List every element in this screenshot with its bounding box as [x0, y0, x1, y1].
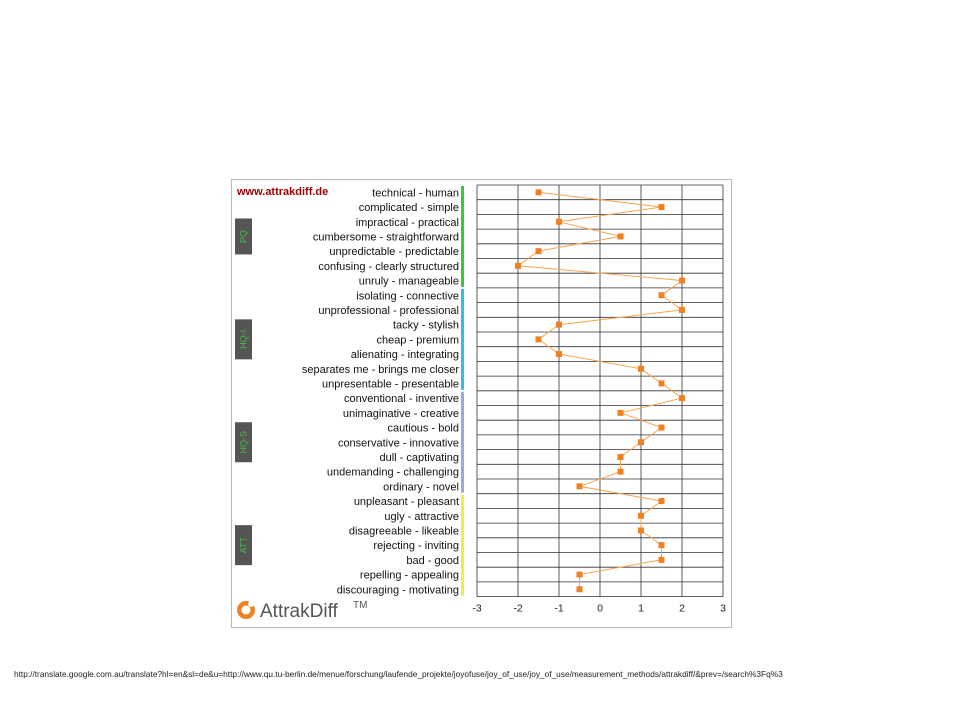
x-tick-labels — [472, 603, 726, 615]
group-bar-hq-i — [461, 289, 464, 390]
group-label-hq-s: HQ-S — [238, 431, 249, 454]
data-point — [659, 498, 665, 504]
item-label: cautious - bold — [387, 422, 459, 435]
data-point — [659, 204, 665, 210]
data-point — [659, 557, 665, 563]
data-point — [638, 513, 644, 519]
item-label: conventional - inventive — [344, 393, 459, 406]
item-label: disagreeable - likeable — [348, 525, 459, 538]
x-tick-label: 0 — [597, 602, 603, 615]
data-point — [618, 469, 624, 475]
item-label: complicated - simple — [358, 202, 459, 215]
x-tick-label: 3 — [720, 602, 726, 615]
attrakdiff-logo — [237, 600, 367, 622]
data-point — [618, 454, 624, 460]
item-label: undemanding - challenging — [326, 466, 459, 479]
group-label-hq-i: HQ-I — [238, 329, 249, 349]
data-point — [659, 542, 665, 548]
item-label: alienating - integrating — [350, 349, 459, 362]
group-label-att: ATT — [238, 536, 249, 554]
item-label: separates me - brings me closer — [301, 363, 459, 376]
data-point — [536, 248, 542, 254]
item-label: cumbersome - straightforward — [312, 231, 459, 244]
item-label: technical - human — [372, 187, 459, 200]
item-label: repelling - appealing — [359, 569, 459, 582]
data-point — [556, 351, 562, 357]
logo-icon — [237, 601, 255, 619]
x-tick-label: -1 — [554, 602, 564, 615]
source-url: http://translate.google.com.au/translate?hl=en&sl=de&u=http://www.qu.tu-berlin.de/menue/forschung/laufende_projekte/joyofuse/joy_of_use/joy_of_use/measurement_methods/attrakdiff/&prev=/search%3Fq%3 — [14, 669, 783, 679]
data-point — [638, 527, 644, 533]
logo-text: AttrakDiff — [260, 601, 338, 622]
data-point — [556, 219, 562, 225]
group-bar-pq — [461, 186, 464, 287]
x-tick-label: -3 — [472, 602, 482, 615]
item-label: unpredictable - predictable — [329, 246, 459, 259]
grid — [477, 185, 723, 597]
item-labels — [302, 187, 459, 596]
attrakdiff-chart — [232, 180, 731, 627]
data-point — [659, 292, 665, 298]
data-point — [618, 233, 624, 239]
item-label: cheap - premium — [376, 334, 459, 347]
data-point — [659, 425, 665, 431]
item-label: unprofessional - professional — [318, 304, 459, 317]
item-label: ugly - attractive — [384, 510, 459, 523]
data-point — [638, 439, 644, 445]
item-label: ordinary - novel — [383, 481, 459, 494]
item-label: bad - good — [406, 554, 459, 567]
data-point — [618, 410, 624, 416]
item-label: rejecting - inviting — [373, 540, 459, 553]
data-point — [638, 366, 644, 372]
data-point — [536, 189, 542, 195]
item-label: isolating - connective — [356, 290, 459, 303]
group-bars — [461, 186, 464, 596]
item-label: confusing - clearly structured — [318, 260, 459, 273]
group-bar-hq-s — [461, 392, 464, 493]
item-label: impractical - practical — [355, 216, 459, 229]
data-point — [577, 572, 583, 578]
item-label: dull - captivating — [379, 451, 459, 464]
x-tick-label: 1 — [638, 602, 644, 615]
item-label: conservative - innovative — [337, 437, 459, 450]
data-point — [515, 263, 521, 269]
group-bar-att — [461, 495, 464, 596]
x-tick-label: 2 — [679, 602, 685, 615]
data-point — [556, 322, 562, 328]
item-label: unpresentable - presentable — [322, 378, 459, 391]
data-point — [679, 395, 685, 401]
data-point — [577, 483, 583, 489]
data-point — [679, 307, 685, 313]
data-point — [577, 586, 583, 592]
logo-tm: TM — [353, 600, 368, 611]
item-label: tacky - stylish — [392, 319, 459, 332]
data-point — [679, 278, 685, 284]
x-tick-label: -2 — [513, 602, 523, 615]
group-boxes — [235, 218, 252, 565]
item-label: unimaginative - creative — [342, 407, 459, 420]
item-label: unpleasant - pleasant — [353, 496, 459, 509]
item-label: discouraging - motivating — [336, 584, 459, 597]
site-label: www.attrakdiff.de — [237, 186, 329, 198]
data-point — [659, 380, 665, 386]
item-label: unruly - manageable — [358, 275, 459, 288]
group-label-pq: PQ — [238, 229, 249, 243]
attrakdiff-chart-panel — [231, 179, 732, 628]
data-point — [536, 336, 542, 342]
